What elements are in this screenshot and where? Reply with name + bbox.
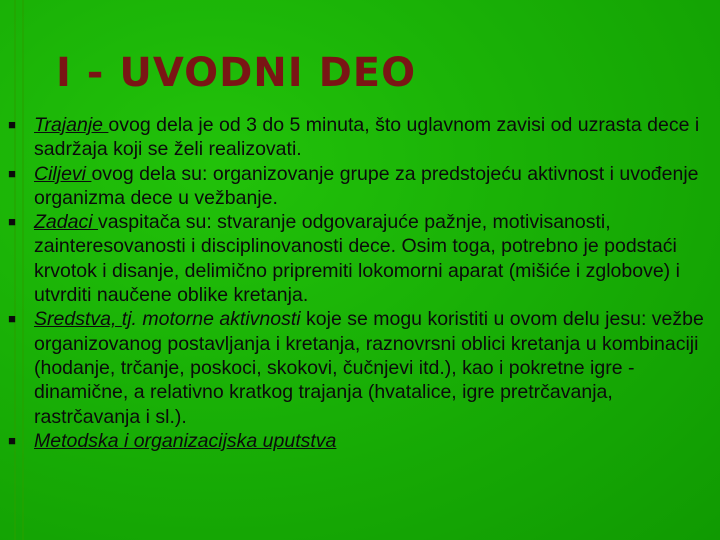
square-bullet-icon: ■ (8, 214, 16, 230)
list-item (0, 210, 712, 307)
list-item (0, 162, 712, 211)
square-bullet-icon: ■ (8, 165, 16, 181)
item-lead: Metodska i organizacijska uputstva (34, 429, 337, 452)
item-lead: Sredstva, (34, 308, 122, 331)
item-lead: Trajanje (34, 114, 109, 136)
item-lead: Zadaci (34, 211, 98, 234)
slide-title: I - UVODNI DEO (56, 50, 417, 96)
item-text: vaspitača su: stvaranje odgovarajuće pažnje, motivisanosti, zainteresovanosti i disciplinovanosti dece. Osim toga, potrebno je podstaći krvotok i disanje, delimično pripremiti lokomorni aparat (mišiće i zglobove) i utvrditi naučene oblike kretanja. (34, 211, 680, 307)
square-bullet-icon: ■ (8, 311, 16, 327)
list-item (0, 429, 712, 453)
list-item (0, 307, 712, 428)
item-lead: Ciljevi (34, 162, 92, 185)
item-text: koje se mogu koristiti u ovom delu jesu: vežbe organizovanog postavljanja i kretanja, raznovrsni oblici kretanja u kombinaciji (hodanje, trčanje, poskoci, skokovi, čučnjevi itd.), kao i pokretne igre - dinamične, a relativno kratkog trajanja (hvatalice, igre pretrčavanja, rastrčavanja i sl.). (34, 308, 704, 428)
square-bullet-icon: ■ (8, 117, 16, 132)
item-text: ovog dela je od 3 do 5 minuta, što uglavnom zavisi od uzrasta dece i sadržaja koji se želi realizovati. (34, 114, 700, 161)
item-text: ovog dela su: organizovanje grupe za predstojeću aktivnost i uvođenje organizma dece u vežbanje. (34, 162, 699, 209)
item-lead-italic: tj. motorne aktivnosti (121, 308, 301, 331)
list-item (0, 113, 712, 162)
square-bullet-icon: ■ (8, 432, 16, 448)
bullet-list (0, 113, 712, 453)
